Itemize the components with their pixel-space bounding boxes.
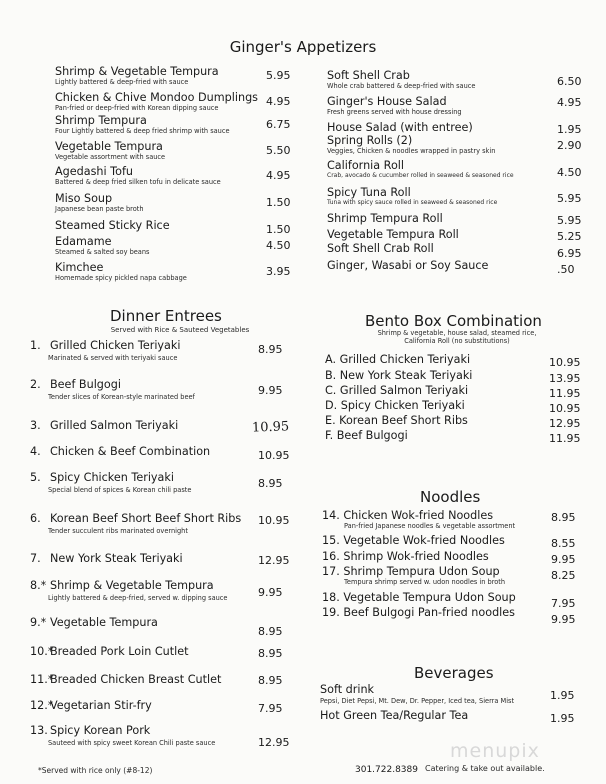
handwritten-price: 10.95 <box>251 419 290 436</box>
entree-name: Grilled Chicken Teriyaki <box>50 339 181 352</box>
entree-price: 8.95 <box>258 625 283 638</box>
entree-number: 4. <box>30 445 41 458</box>
appetizer-description: Steamed & salted soy beans <box>55 248 150 256</box>
entree-number: 8.* <box>30 579 47 592</box>
bento-subtitle: Shrimp & vegetable, house salad, steamed rice, California Roll (no substitutions) <box>377 329 537 345</box>
appetizer-name: Ginger's House Salad <box>327 95 447 108</box>
catering-note: Catering & take out available. <box>425 764 545 773</box>
noodle-name: 18. Vegetable Tempura Udon Soup <box>322 591 516 604</box>
entree-price: 9.95 <box>258 586 283 599</box>
appetizer-name: Kimchee <box>55 261 104 274</box>
entree-number: 12.* <box>30 699 54 712</box>
appetizer-name: Ginger, Wasabi or Soy Sauce <box>327 259 489 272</box>
entree-number: 9.* <box>30 616 47 629</box>
entree-number: 11.* <box>30 673 54 686</box>
entree-price: 8.95 <box>258 674 283 687</box>
appetizer-price: 4.95 <box>266 95 291 108</box>
entree-name: Korean Beef Short Beef Short Ribs <box>50 512 242 525</box>
beverage-price: 1.95 <box>550 712 575 725</box>
noodle-price: 8.95 <box>551 511 576 524</box>
noodle-price: 7.95 <box>551 597 576 610</box>
bento-item-name: A. Grilled Chicken Teriyaki <box>325 353 471 366</box>
entree-name: Spicy Korean Pork <box>50 724 151 737</box>
beverages-title: Beverages <box>414 664 494 682</box>
noodle-price: 9.95 <box>551 553 576 566</box>
entree-name: Vegetarian Stir-fry <box>50 699 152 712</box>
appetizer-price: 6.75 <box>266 118 291 131</box>
appetizer-price: .50 <box>557 263 575 276</box>
entree-description: Lightly battered & deep-fried, served w. dipping sauce <box>48 594 228 602</box>
entree-number: 5. <box>30 471 41 484</box>
entree-number: 2. <box>30 378 41 391</box>
entree-number: 10.* <box>30 645 54 658</box>
appetizer-price: 4.95 <box>266 169 291 182</box>
entrees-subtitle: Served with Rice & Sauteed Vegetables <box>110 326 250 334</box>
noodle-name: 16. Shrimp Wok-fried Noodles <box>322 550 489 563</box>
bento-item-name: B. New York Steak Teriyaki <box>325 369 473 382</box>
entree-number: 1. <box>30 339 41 352</box>
appetizer-description: Battered & deep fried silken tofu in delicate sauce <box>55 178 221 186</box>
watermark: menupix <box>450 740 540 762</box>
entrees-title: Dinner Entrees <box>110 307 222 325</box>
entree-price: 10.95 <box>258 449 290 462</box>
entree-name: Spicy Chicken Teriyaki <box>50 471 174 484</box>
noodle-name: 15. Vegetable Wok-fried Noodles <box>322 534 505 547</box>
entree-price: 12.95 <box>258 736 290 749</box>
noodle-description: Pan-fried Japanese noodles & vegetable assortment <box>344 522 516 530</box>
appetizer-description: Fresh greens served with house dressing <box>327 108 462 116</box>
entree-price: 10.95 <box>258 514 290 527</box>
entree-price: 8.95 <box>258 477 283 490</box>
beverage-name: Hot Green Tea/Regular Tea <box>320 709 469 722</box>
appetizer-name: Soft Shell Crab <box>327 69 410 82</box>
beverage-description: Pepsi, Diet Pepsi, Mt. Dew, Dr. Pepper, Iced tea, Sierra Mist <box>320 697 515 705</box>
appetizer-name: Soft Shell Crab Roll <box>327 242 434 255</box>
appetizer-price: 4.50 <box>557 166 582 179</box>
appetizer-price: 5.95 <box>557 214 582 227</box>
appetizer-name: Shrimp & Vegetable Tempura <box>55 65 219 78</box>
appetizer-price: 3.95 <box>266 265 291 278</box>
entree-description: Tender succulent ribs marinated overnight <box>48 527 188 535</box>
noodles-title: Noodles <box>420 488 481 506</box>
entree-number: 7. <box>30 552 41 565</box>
entree-price: 7.95 <box>258 702 283 715</box>
appetizer-price: 4.50 <box>266 239 291 252</box>
bento-item-name: F. Beef Bulgogi <box>325 429 408 442</box>
entree-number: 6. <box>30 512 41 525</box>
appetizer-name: Shrimp Tempura Roll <box>327 212 443 225</box>
entree-name: New York Steak Teriyaki <box>50 552 183 565</box>
appetizer-price: 5.50 <box>266 144 291 157</box>
entree-number: 3. <box>30 419 41 432</box>
noodle-name: 14. Chicken Wok-fried Noodles <box>322 509 494 522</box>
appetizer-name: Vegetable Tempura Roll <box>327 228 459 241</box>
appetizer-name: Edamame <box>55 235 112 248</box>
appetizer-description: Vegetable assortment with sauce <box>55 153 166 161</box>
entree-name: Vegetable Tempura <box>50 616 158 629</box>
appetizer-description: Tuna with spicy sauce rolled in seaweed & seasoned rice <box>327 199 498 206</box>
appetizer-name: Vegetable Tempura <box>55 140 163 153</box>
appetizer-description: Homemade spicy pickled napa cabbage <box>55 274 187 282</box>
appetizer-price: 5.95 <box>266 69 291 82</box>
bento-title: Bento Box Combination <box>365 312 542 330</box>
noodle-price: 8.25 <box>551 569 576 582</box>
entree-name: Shrimp & Vegetable Tempura <box>50 579 214 592</box>
entree-description: Sauteed with spicy sweet Korean Chili paste sauce <box>48 739 216 747</box>
appetizer-name: House Salad (with entree) <box>327 121 473 134</box>
appetizer-price: 1.50 <box>266 223 291 236</box>
noodle-name: 19. Beef Bulgogi Pan-fried noodles <box>322 606 515 619</box>
appetizer-name: Miso Soup <box>55 192 113 205</box>
entree-description: Marinated & served with teriyaki sauce <box>48 354 178 362</box>
beverage-price: 1.95 <box>550 689 575 702</box>
appetizer-name: Steamed Sticky Rice <box>55 219 170 232</box>
bento-item-price: 11.95 <box>549 432 581 445</box>
appetizer-description: Veggies, Chicken & noodles wrapped in pastry skin <box>327 147 496 155</box>
noodle-name: 17. Shrimp Tempura Udon Soup <box>322 565 500 578</box>
appetizer-description: Japanese bean paste broth <box>55 205 144 213</box>
appetizer-description: Whole crab battered & deep-fried with sauce <box>327 82 476 90</box>
entree-name: Chicken & Beef Combination <box>50 445 211 458</box>
appetizer-price: 1.50 <box>266 196 291 209</box>
appetizer-name: Chicken & Chive Mondoo Dumplings <box>55 91 258 104</box>
bento-item-price: 12.95 <box>549 417 581 430</box>
appetizer-price: 1.95 <box>557 123 582 136</box>
entree-name: Beef Bulgogi <box>50 378 121 391</box>
appetizer-name: California Roll <box>327 159 405 172</box>
appetizer-price: 6.50 <box>557 75 582 88</box>
entree-name: Breaded Pork Loin Cutlet <box>50 645 189 658</box>
appetizer-description: Crab, avocado & cucumber rolled in seaweed & seasoned rice <box>327 172 514 179</box>
entree-price: 8.95 <box>258 647 283 660</box>
noodle-price: 8.55 <box>551 537 576 550</box>
appetizer-description: Four Lightly battered & deep fried shrimp with sauce <box>55 127 230 135</box>
entrees-footnote: *Served with rice only (#8-12) <box>38 766 153 775</box>
entree-price: 9.95 <box>258 384 283 397</box>
entree-description: Special blend of spices & Korean chili paste <box>48 486 192 494</box>
entree-description: Tender slices of Korean-style marinated beef <box>48 393 195 401</box>
appetizer-price: 6.95 <box>557 247 582 260</box>
entree-number: 13. <box>30 724 48 737</box>
appetizer-price: 4.95 <box>557 96 582 109</box>
beverage-name: Soft drink <box>320 683 375 696</box>
appetizer-description: Pan-fried or deep-fried with Korean dipping sauce <box>55 104 219 112</box>
appetizer-price: 5.25 <box>557 230 582 243</box>
noodle-price: 9.95 <box>551 613 576 626</box>
appetizer-name: Spicy Tuna Roll <box>327 186 411 199</box>
entree-price: 12.95 <box>258 554 290 567</box>
bento-item-name: E. Korean Beef Short Ribs <box>325 414 468 427</box>
bento-item-price: 10.95 <box>549 356 581 369</box>
appetizer-name: Spring Rolls (2) <box>327 134 413 147</box>
entree-price: 8.95 <box>258 343 283 356</box>
bento-item-name: C. Grilled Salmon Teriyaki <box>325 384 469 397</box>
noodle-description: Tempura shrimp served w. udon noodles in broth <box>344 578 506 586</box>
entree-name: Breaded Chicken Breast Cutlet <box>50 673 222 686</box>
appetizers-title: Ginger's Appetizers <box>229 38 377 56</box>
entree-name: Grilled Salmon Teriyaki <box>50 419 179 432</box>
bento-item-price: 10.95 <box>549 402 581 415</box>
appetizer-description: Lightly battered & deep-fried with sauce <box>55 78 189 86</box>
appetizer-name: Shrimp Tempura <box>55 114 147 127</box>
bento-item-name: D. Spicy Chicken Teriyaki <box>325 399 465 412</box>
appetizer-price: 5.95 <box>557 192 582 205</box>
appetizer-name: Agedashi Tofu <box>55 165 133 178</box>
phone-number: 301.722.8389 <box>355 765 418 775</box>
appetizer-price: 2.90 <box>557 139 582 152</box>
bento-item-price: 11.95 <box>549 387 581 400</box>
bento-item-price: 13.95 <box>549 372 581 385</box>
